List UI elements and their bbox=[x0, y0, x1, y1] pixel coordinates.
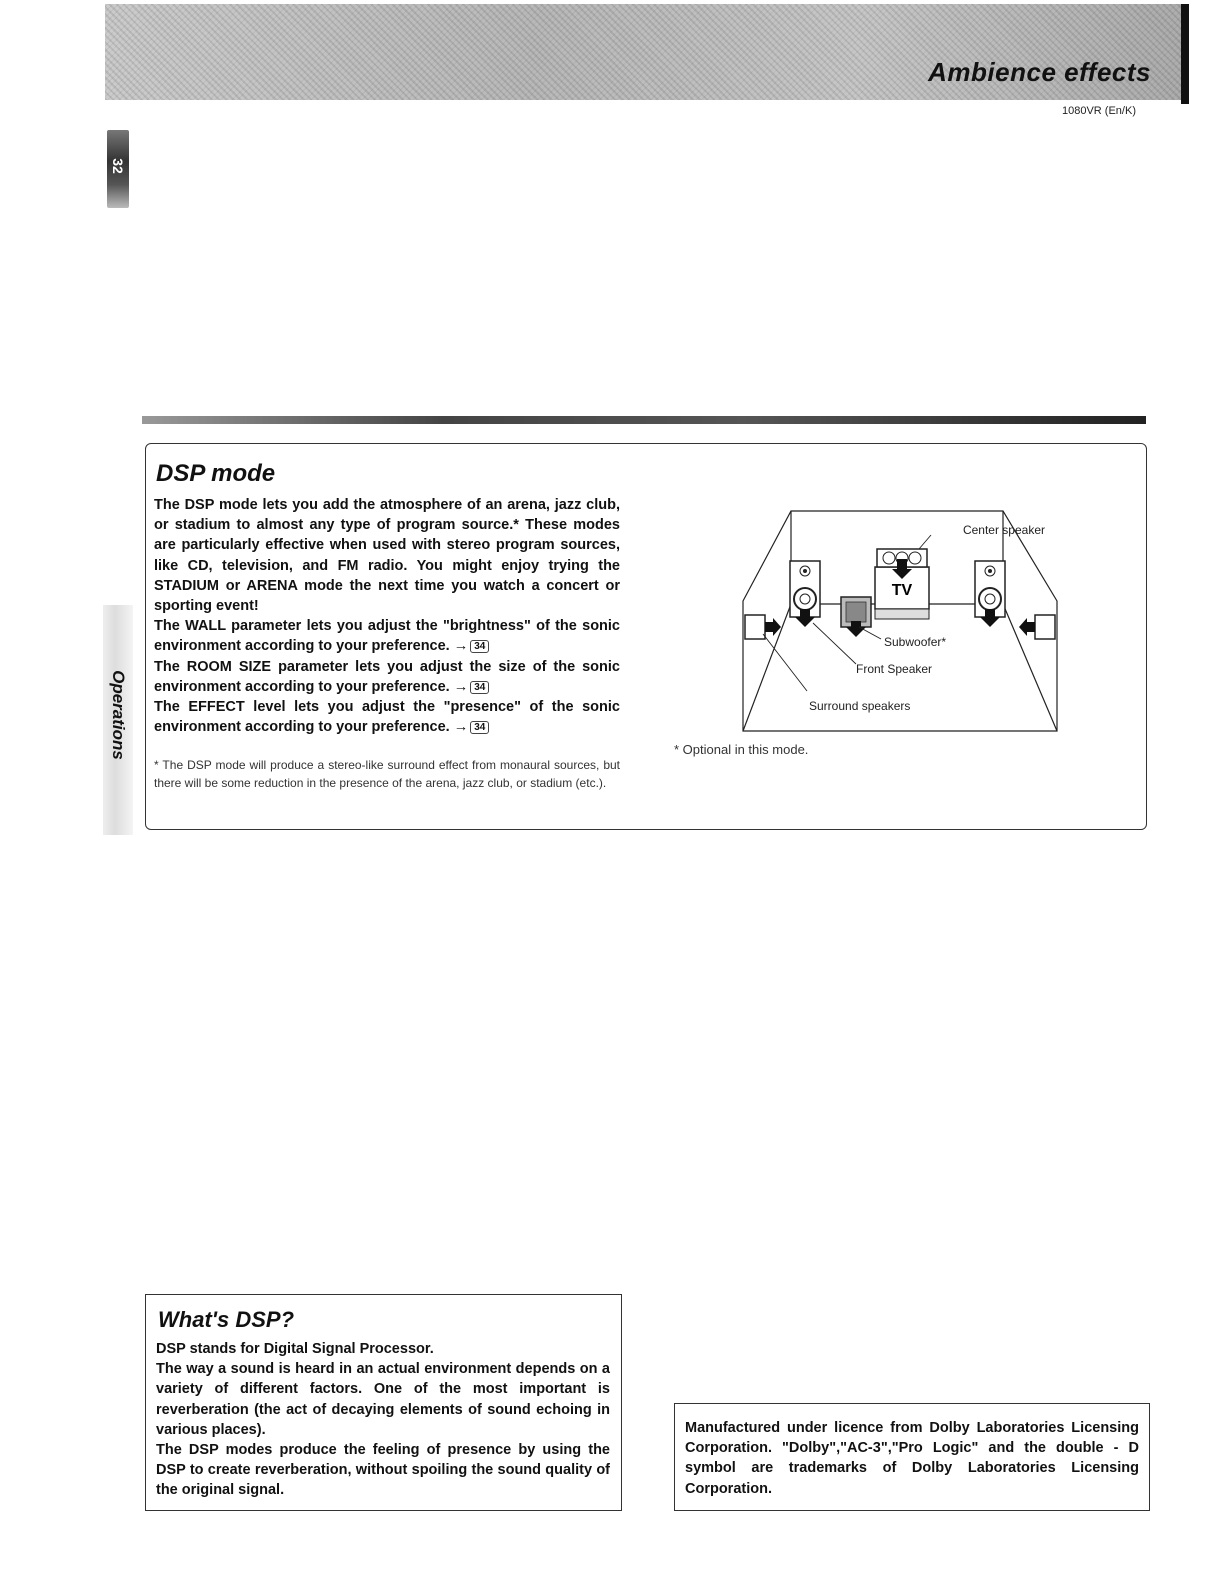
front-right-speaker-icon bbox=[975, 561, 1005, 627]
ref-arrow: → bbox=[453, 638, 469, 655]
front-left-speaker-icon bbox=[790, 561, 820, 627]
page-ref-badge: 34 bbox=[470, 721, 489, 734]
center-speaker-label: Center speaker bbox=[962, 523, 1045, 537]
page-ref-badge: 34 bbox=[470, 681, 489, 694]
dsp-roomsize-paragraph bbox=[154, 657, 620, 697]
section-title: Ambience effects bbox=[928, 57, 1151, 87]
speaker-layout-diagram bbox=[741, 509, 1059, 734]
whats-dsp-paragraph: The DSP modes produce the feeling of presence by using the DSP to create reverberation, without spoiling the sound quality of the original signal. bbox=[156, 1442, 610, 1499]
page-number: 32 bbox=[110, 158, 126, 174]
surround-left-speaker-icon bbox=[745, 615, 781, 639]
dsp-mode-title: DSP mode bbox=[156, 460, 276, 487]
page-number-tab bbox=[107, 130, 129, 208]
model-code: 1080VR (En/K) bbox=[1062, 105, 1136, 117]
license-text: Manufactured under licence from Dolby Laboratories Licensing Corporation. "Dolby","AC-3","Pro Logic" and the double - D symbol are trademarks of Dolby Laboratories Licensing Corporation. bbox=[685, 1420, 1139, 1497]
header-edge-bar bbox=[1181, 4, 1189, 104]
surround-speakers-label: Surround speakers bbox=[809, 699, 911, 713]
page-ref-badge: 34 bbox=[470, 640, 489, 653]
dsp-mode-body bbox=[154, 495, 620, 737]
dsp-wall-text: The WALL parameter lets you adjust the "brightness" of the sonic environment according to your preference. bbox=[154, 618, 620, 655]
dsp-effect-paragraph bbox=[154, 697, 620, 737]
room-outline bbox=[743, 511, 1057, 731]
whats-dsp-paragraph: The way a sound is heard in an actual environment depends on a variety of different factors. One of the most important is reverberation (the act of decaying elements of sound echoing in various places). bbox=[156, 1361, 610, 1438]
tv-label: TV bbox=[891, 582, 913, 599]
dsp-intro-paragraph: The DSP mode lets you add the atmosphere of an arena, jazz club, or stadium to almost any type of program source.* These modes are particularly effective when used with stereo program sources, like CD, television, and FM radio. You might enjoy trying the STADIUM or ARENA mode the next time you watch a concert or sporting event! bbox=[154, 497, 620, 615]
whats-dsp-paragraph: DSP stands for Digital Signal Processor. bbox=[156, 1341, 434, 1357]
side-tab bbox=[103, 605, 133, 835]
diagram-note: * Optional in this mode. bbox=[674, 742, 809, 757]
side-tab-label: Operations bbox=[109, 670, 128, 760]
dsp-mode-panel bbox=[145, 443, 1147, 830]
whats-dsp-panel bbox=[145, 1294, 622, 1511]
dsp-roomsize-text: The ROOM SIZE parameter lets you adjust the size of the sonic environment according to your preference. bbox=[154, 658, 620, 695]
ref-arrow: → bbox=[453, 719, 469, 736]
dsp-wall-paragraph bbox=[154, 616, 620, 656]
whats-dsp-title: What's DSP? bbox=[158, 1307, 295, 1332]
whats-dsp-body bbox=[156, 1339, 610, 1501]
ref-arrow: → bbox=[453, 678, 469, 695]
license-panel bbox=[674, 1403, 1150, 1511]
dsp-effect-text: The EFFECT level lets you adjust the "presence" of the sonic environment according to your preference. bbox=[154, 699, 620, 736]
front-speaker-label: Front Speaker bbox=[856, 662, 933, 676]
surround-right-speaker-icon bbox=[1019, 615, 1055, 639]
dsp-footnote: * The DSP mode will produce a stereo-like surround effect from monaural sources, but there will be some reduction in the presence of the arena, jazz club, or stadium (etc.). bbox=[154, 758, 620, 790]
section-rule bbox=[142, 416, 1146, 424]
subwoofer-label: Subwoofer* bbox=[884, 635, 947, 649]
header-banner bbox=[105, 4, 1183, 100]
